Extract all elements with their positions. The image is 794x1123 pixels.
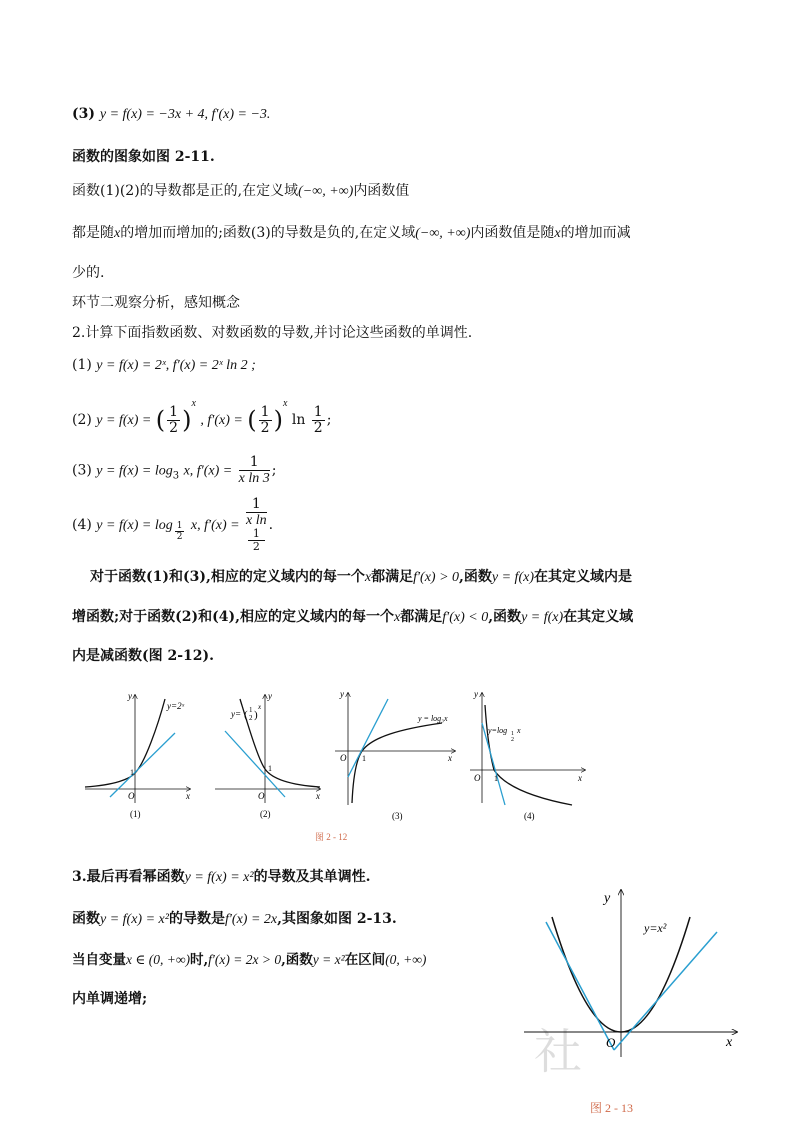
text: 的增加而减 [560, 225, 631, 241]
formula: f′(x) > 0 [413, 570, 460, 585]
curve-label-paren: ( [244, 709, 248, 721]
origin-label: O [474, 773, 481, 783]
formula: y = f(x) [491, 570, 534, 585]
fraction [312, 405, 325, 436]
numerator: 1 [313, 403, 323, 420]
watermark: 社 [534, 1026, 583, 1079]
paragraph-line [90, 566, 632, 586]
formula: f′(x) < 0 [442, 610, 489, 625]
curve-label-paren: ) [254, 709, 258, 721]
paragraph-line: 少的. [72, 265, 105, 281]
curve-label-num: 1 [249, 706, 253, 714]
numerator: 1 [239, 455, 270, 471]
curve-label-base-num: 1 [511, 731, 514, 737]
log-base: 3 [172, 470, 180, 482]
section-heading: 环节二观察分析，感知概念 [72, 295, 240, 311]
sub-caption-3: (3) [392, 811, 403, 821]
denominator: 2 [176, 532, 183, 542]
numerator: 1 [169, 403, 179, 420]
one-label: 1 [130, 768, 134, 777]
formula-3 [72, 455, 277, 486]
text: 都满足 [400, 609, 443, 625]
item-label: (3) [72, 106, 95, 122]
sub-caption-4: (4) [524, 811, 535, 821]
paren: ) [273, 406, 283, 434]
var-x: x [394, 610, 401, 625]
fraction [239, 455, 270, 486]
sub-caption-2: (2) [260, 809, 271, 819]
curve-label-den: 2 [249, 714, 253, 722]
y-label: y [268, 691, 272, 701]
x-label: x [726, 1035, 733, 1050]
item-label: (4) [72, 517, 92, 533]
x-label: x [448, 753, 452, 763]
graph-3 [335, 689, 455, 821]
numerator: 1 [260, 403, 270, 420]
denominator: 2 [313, 419, 323, 436]
formula: y = f(x) = [96, 413, 152, 428]
exponent: x [282, 398, 288, 409]
text: 的导数是 [168, 911, 225, 927]
paren: ( [247, 406, 257, 434]
paren: ) [182, 406, 192, 434]
tangent-line [482, 723, 508, 805]
formula-4 [72, 497, 273, 553]
numerator: 1 [248, 528, 265, 541]
paragraph-line [72, 606, 633, 626]
curve-label: y=2ˣ [167, 701, 185, 711]
tangent-line [110, 733, 175, 797]
item-label: (1) [72, 357, 92, 373]
text: 在其定义域 [563, 609, 634, 625]
graph-2 [215, 691, 320, 819]
text: 内函数值是随 [470, 225, 555, 241]
text: 在区间 [344, 952, 386, 968]
graph-4 [470, 689, 585, 821]
denominator: 2 [169, 419, 179, 436]
paragraph-line [72, 180, 409, 200]
graph-1 [85, 691, 190, 819]
curve-log3 [352, 723, 442, 803]
fraction [259, 405, 272, 436]
formula-1 [72, 357, 256, 374]
formula: y = f(x) = log [96, 518, 173, 533]
text: 内函数值 [353, 183, 410, 199]
origin-label: O [340, 753, 347, 763]
figure-2-13 [522, 882, 748, 1118]
paren: ( [155, 406, 166, 434]
paragraph-line [72, 908, 397, 928]
curve-label: y=x² [644, 921, 667, 935]
curve-log-half [485, 705, 572, 805]
formula: y = f(x) = 2ˣ, f′(x) = 2ˣ ln 2 ; [96, 358, 256, 373]
one-label: 1 [362, 754, 366, 763]
y-label: y [340, 689, 344, 699]
formula: y = x² [312, 952, 345, 967]
question-2: 2.计算下面指数函数、对数函数的导数,并讨论这些函数的单调性. [72, 325, 473, 341]
origin-label: O [128, 791, 135, 801]
ln: ln [291, 412, 306, 428]
figure-caption: 图 2 - 13 [590, 1101, 633, 1115]
formula: (0, +∞) [385, 952, 427, 967]
fraction [246, 497, 267, 553]
interval: (−∞, +∞) [298, 184, 354, 199]
text: 对于函数(1)和(3),相应的定义域内的每一个 [90, 569, 365, 585]
curve-label: y= [231, 709, 242, 719]
punct: ; [271, 462, 277, 479]
origin-label: O [258, 791, 265, 801]
x-label: x [578, 773, 582, 783]
text: 在其定义域内是 [533, 569, 632, 585]
interval: (−∞, +∞) [415, 226, 471, 241]
curve-label: y=log [488, 726, 508, 735]
item-label: (3) [72, 462, 92, 479]
paragraph-line [72, 222, 631, 242]
formula: , f′(x) = [200, 413, 243, 428]
punct: . [268, 517, 274, 533]
paragraph-line [72, 948, 426, 968]
var-x: x [114, 226, 121, 241]
formula: x, f′(x) = [183, 463, 233, 479]
item-label: (2) [72, 412, 92, 428]
fraction [167, 405, 180, 436]
denominator: 2 [252, 540, 260, 553]
exponent: x [191, 398, 196, 409]
var-x: x [364, 570, 372, 585]
curve-label-exp: x [258, 703, 262, 711]
text: ,函数 [281, 952, 313, 968]
x-label: x [186, 791, 190, 801]
paragraph-line: 内是减函数(图 2-12). [72, 648, 215, 664]
formula: x, f′(x) = [190, 518, 240, 533]
text: 时, [189, 952, 209, 968]
text: 的增加而增加的;函数(3)的导数是负的,在定义域 [120, 225, 416, 241]
denominator: x ln [246, 513, 267, 528]
question-3 [72, 866, 370, 886]
text: 函数(1)(2)的导数都是正的,在定义域 [72, 183, 299, 199]
fig-ref-2-11: 函数的图象如图 2-11. [72, 149, 215, 165]
text: 都是随 [72, 225, 114, 241]
curve-label-base-den: 2 [511, 737, 514, 743]
punct: ; [326, 412, 332, 428]
figure-caption: 图 2 - 12 [315, 832, 348, 842]
denominator: x ln 3 [238, 471, 270, 486]
formula: y = f(x) = log [96, 463, 173, 479]
sub-caption-1: (1) [130, 809, 141, 819]
numerator: 1 [246, 497, 267, 513]
y-label: y [128, 691, 132, 701]
text: 的导数及其单调性. [253, 869, 371, 885]
one-label: 1 [494, 774, 498, 783]
denominator: 2 [260, 419, 270, 436]
log-base-fraction [175, 521, 185, 542]
text: ,其图象如图 2-13. [277, 911, 397, 927]
origin-label: O [606, 1035, 616, 1050]
formula-2 [72, 398, 331, 436]
formula: y = f(x) = −3x + 4, f′(x) = −3. [99, 107, 271, 122]
formula: y = f(x) = x² [100, 912, 169, 927]
numerator: 1 [176, 521, 183, 531]
curve-label-x: x [517, 726, 521, 735]
text: ,函数 [459, 569, 492, 585]
curve-exp-2 [85, 699, 165, 787]
text: 增函数;对于函数(2)和(4),相应的定义域内的每一个 [72, 609, 395, 625]
one-label: 1 [268, 764, 272, 773]
text: 函数 [72, 911, 100, 927]
formula: f′(x) = 2x > 0 [208, 952, 282, 967]
text: 3.最后再看幂函数 [72, 869, 185, 885]
fraction [248, 528, 265, 553]
y-label: y [474, 689, 478, 699]
paragraph-line: 内单调递增; [72, 991, 148, 1007]
y-label: y [604, 891, 611, 906]
curve-label: y = log₃x [418, 714, 448, 723]
x-label: x [316, 791, 320, 801]
tangent-line [225, 731, 285, 797]
formula: x ∈ (0, +∞) [126, 952, 190, 967]
figure-2-12 [80, 685, 600, 845]
text: 都满足 [371, 569, 414, 585]
tangent-line [348, 699, 388, 777]
text: 当自变量 [72, 952, 126, 968]
formula: y = f(x) = x² [184, 870, 254, 885]
line-3 [72, 106, 270, 123]
formula: f′(x) = 2x [224, 912, 278, 927]
text: ,函数 [488, 609, 522, 625]
formula: y = f(x) [521, 610, 564, 625]
var-x: x [554, 226, 561, 241]
